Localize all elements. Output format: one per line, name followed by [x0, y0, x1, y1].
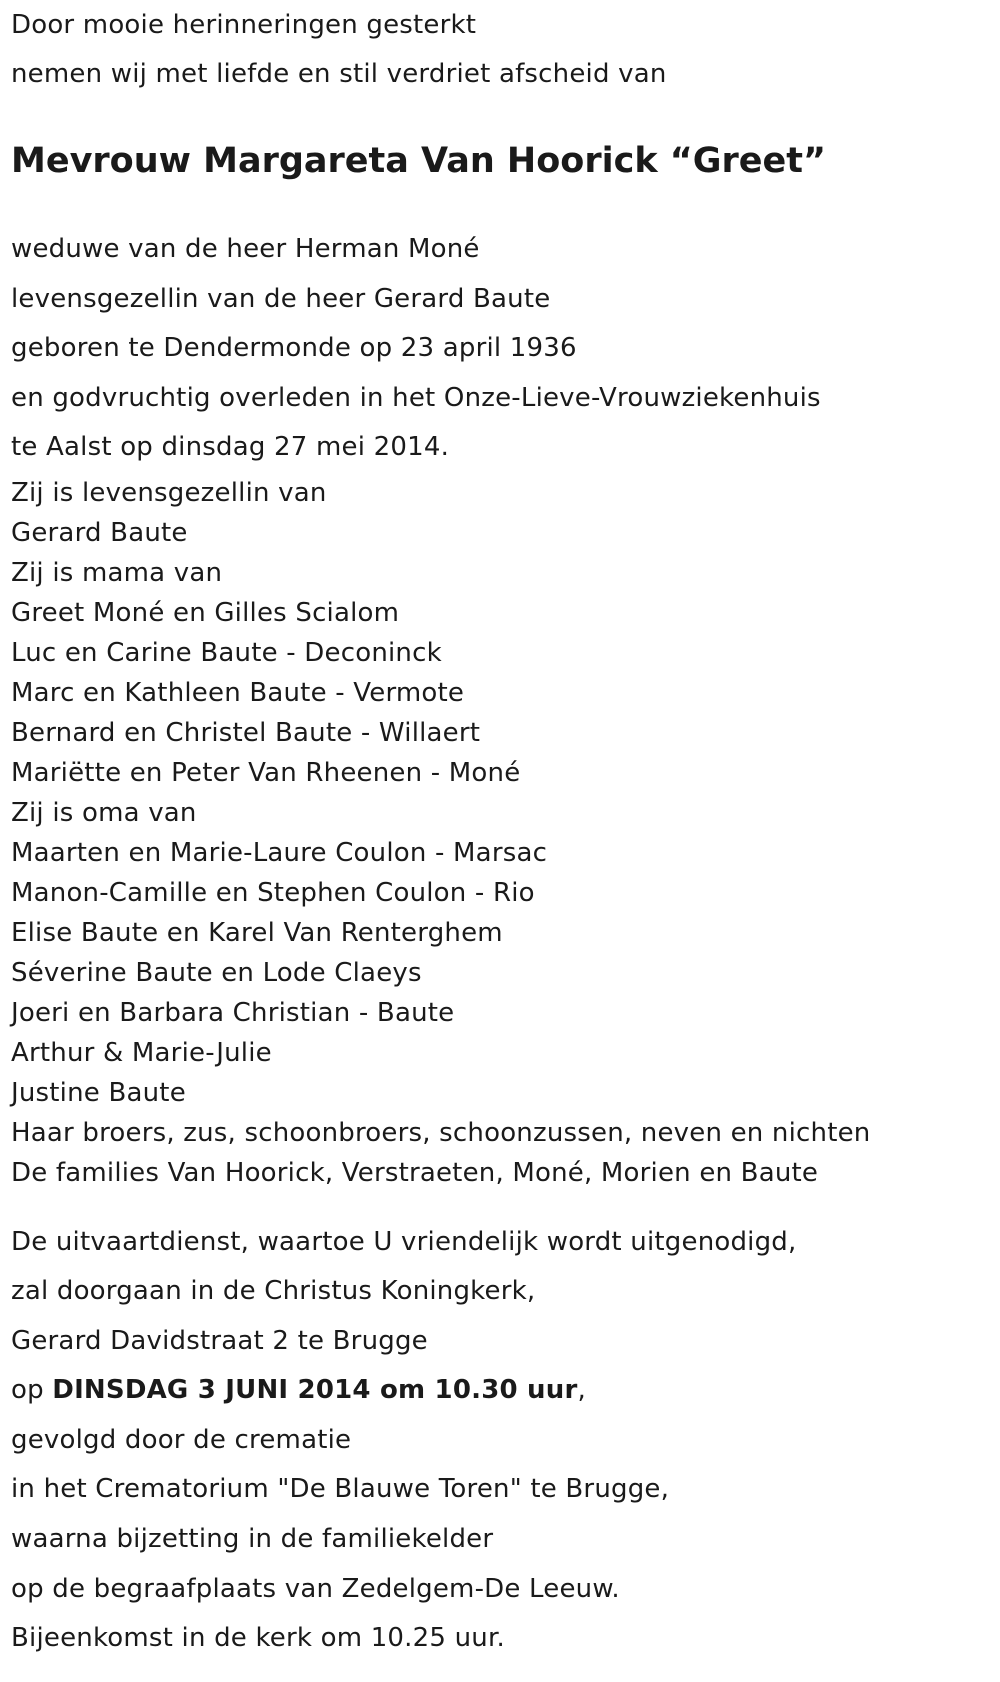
family-line: Bernard en Christel Baute - Willaert: [11, 717, 481, 748]
family-line: Greet Moné en Gilles Scialom: [11, 597, 400, 628]
biography: [11, 225, 986, 473]
family-line: Zij is oma van: [11, 797, 197, 828]
service-line: in het Crematorium "De Blauwe Toren" te Brugge,: [11, 1474, 670, 1505]
family-line: Manon-Camille en Stephen Coulon - Rio: [11, 877, 535, 908]
intro-line: Door mooie herinneringen gesterkt: [11, 10, 477, 40]
bio-line: levensgezellin van de heer Gerard Baute: [11, 283, 551, 314]
bio-line: en godvruchtig overleden in het Onze-Lieve-Vrouwziekenhuis: [11, 382, 821, 413]
service-date-prefix: op: [11, 1375, 53, 1406]
family-line: Gerard Baute: [11, 517, 188, 548]
family-line: Haar broers, zus, schoonbroers, schoonzussen, neven en nichten: [11, 1117, 871, 1148]
service-line: waarna bijzetting in de familiekelder: [11, 1524, 494, 1555]
service-line: zal doorgaan in de Christus Koningkerk,: [11, 1276, 536, 1307]
family-list: [11, 473, 986, 1193]
family-line: Justine Baute: [11, 1077, 186, 1108]
intro-text: [11, 0, 986, 99]
service-line: op de begraafplaats van Zedelgem-De Leeuw.: [11, 1573, 620, 1604]
family-line: Arthur & Marie-Julie: [11, 1037, 272, 1068]
bio-line: geboren te Dendermonde op 23 april 1936: [11, 333, 577, 363]
deceased-name: Mevrouw Margareta Van Hoorick “Greet”: [11, 141, 826, 181]
funeral-service-details: [11, 1218, 986, 1664]
family-line: Zij is levensgezellin van: [11, 477, 327, 508]
service-date-suffix: ,: [577, 1375, 586, 1406]
obituary-notice: [11, 0, 986, 1664]
family-line: Elise Baute en Karel Van Renterghem: [11, 917, 503, 948]
service-line: Bijeenkomst in de kerk om 10.25 uur.: [11, 1623, 505, 1654]
family-line: Marc en Kathleen Baute - Vermote: [11, 677, 465, 708]
family-line: Luc en Carine Baute - Deconinck: [11, 637, 442, 668]
service-line: De uitvaartdienst, waartoe U vriendelijk wordt uitgenodigd,: [11, 1226, 797, 1257]
family-line: Joeri en Barbara Christian - Baute: [11, 997, 455, 1028]
service-date: DINSDAG 3 JUNI 2014 om 10.30 uur: [52, 1375, 578, 1406]
family-line: Séverine Baute en Lode Claeys: [11, 957, 422, 988]
family-line: Maarten en Marie-Laure Coulon - Marsac: [11, 837, 548, 868]
service-line: gevolgd door de crematie: [11, 1424, 352, 1455]
family-line: Zij is mama van: [11, 557, 223, 588]
family-line: De families Van Hoorick, Verstraeten, Moné, Morien en Baute: [11, 1157, 819, 1188]
bio-line: te Aalst op dinsdag 27 mei 2014.: [11, 432, 450, 462]
family-line: Mariëtte en Peter Van Rheenen - Moné: [11, 757, 521, 788]
bio-line: weduwe van de heer Herman Moné: [11, 234, 480, 264]
intro-line: nemen wij met liefde en stil verdriet afscheid van: [11, 59, 667, 89]
service-line: Gerard Davidstraat 2 te Brugge: [11, 1325, 428, 1356]
service-date-line: [11, 1366, 986, 1416]
